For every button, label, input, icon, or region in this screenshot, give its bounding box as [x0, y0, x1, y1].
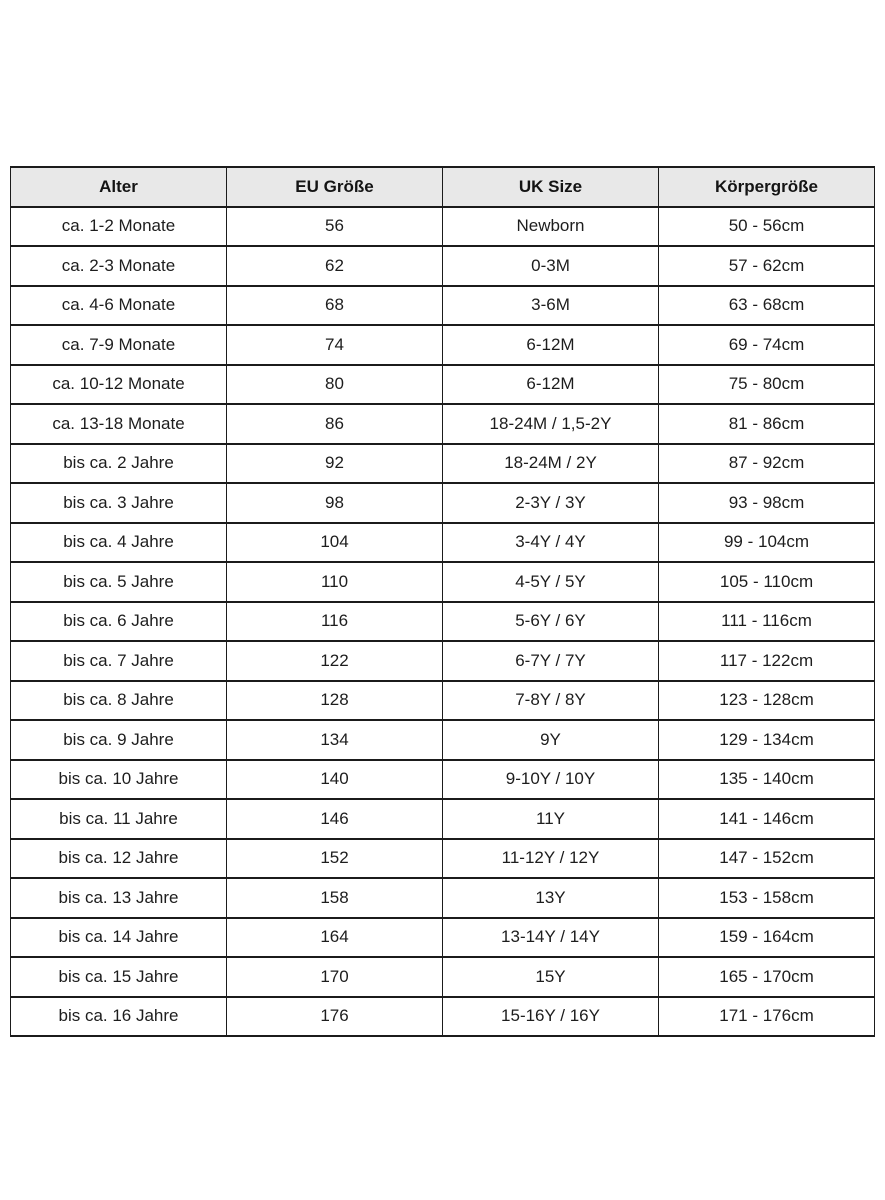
cell: bis ca. 10 Jahre: [11, 760, 227, 800]
cell: 11Y: [443, 799, 659, 839]
cell: 104: [227, 523, 443, 563]
cell: bis ca. 6 Jahre: [11, 602, 227, 642]
cell: 5-6Y / 6Y: [443, 602, 659, 642]
cell: 123 - 128cm: [659, 681, 875, 721]
cell: 74: [227, 325, 443, 365]
column-header-alter: Alter: [11, 167, 227, 207]
cell: 147 - 152cm: [659, 839, 875, 879]
cell: 0-3M: [443, 246, 659, 286]
cell: 75 - 80cm: [659, 365, 875, 405]
cell: 92: [227, 444, 443, 484]
cell: 6-12M: [443, 325, 659, 365]
cell: 141 - 146cm: [659, 799, 875, 839]
table-row: [11, 641, 875, 681]
cell: 159 - 164cm: [659, 918, 875, 958]
cell: ca. 13-18 Monate: [11, 404, 227, 444]
cell: 129 - 134cm: [659, 720, 875, 760]
cell: bis ca. 8 Jahre: [11, 681, 227, 721]
cell: 69 - 74cm: [659, 325, 875, 365]
cell: 57 - 62cm: [659, 246, 875, 286]
cell: 105 - 110cm: [659, 562, 875, 602]
cell: Newborn: [443, 207, 659, 247]
table-header: [11, 167, 875, 207]
cell: 81 - 86cm: [659, 404, 875, 444]
cell: bis ca. 11 Jahre: [11, 799, 227, 839]
header-row: [11, 167, 875, 207]
cell: 80: [227, 365, 443, 405]
table-row: [11, 365, 875, 405]
cell: 128: [227, 681, 443, 721]
cell: 99 - 104cm: [659, 523, 875, 563]
table-row: [11, 918, 875, 958]
cell: bis ca. 16 Jahre: [11, 997, 227, 1037]
table-row: [11, 246, 875, 286]
table-row: [11, 839, 875, 879]
table-row: [11, 997, 875, 1037]
cell: 13Y: [443, 878, 659, 918]
cell: 2-3Y / 3Y: [443, 483, 659, 523]
cell: bis ca. 9 Jahre: [11, 720, 227, 760]
table-body: [11, 207, 875, 1037]
cell: 122: [227, 641, 443, 681]
table-row: [11, 444, 875, 484]
cell: 11-12Y / 12Y: [443, 839, 659, 879]
cell: 110: [227, 562, 443, 602]
cell: bis ca. 15 Jahre: [11, 957, 227, 997]
cell: 18-24M / 1,5-2Y: [443, 404, 659, 444]
cell: 158: [227, 878, 443, 918]
cell: 50 - 56cm: [659, 207, 875, 247]
cell: 9-10Y / 10Y: [443, 760, 659, 800]
cell: 98: [227, 483, 443, 523]
cell: 18-24M / 2Y: [443, 444, 659, 484]
table-row: [11, 523, 875, 563]
column-header-uk-size: UK Size: [443, 167, 659, 207]
cell: 117 - 122cm: [659, 641, 875, 681]
cell: 62: [227, 246, 443, 286]
cell: 93 - 98cm: [659, 483, 875, 523]
cell: 140: [227, 760, 443, 800]
cell: 7-8Y / 8Y: [443, 681, 659, 721]
cell: ca. 1-2 Monate: [11, 207, 227, 247]
table-row: [11, 681, 875, 721]
cell: 13-14Y / 14Y: [443, 918, 659, 958]
cell: 116: [227, 602, 443, 642]
cell: 152: [227, 839, 443, 879]
cell: bis ca. 13 Jahre: [11, 878, 227, 918]
cell: bis ca. 7 Jahre: [11, 641, 227, 681]
cell: 3-4Y / 4Y: [443, 523, 659, 563]
cell: bis ca. 2 Jahre: [11, 444, 227, 484]
cell: bis ca. 3 Jahre: [11, 483, 227, 523]
cell: 15-16Y / 16Y: [443, 997, 659, 1037]
table-row: [11, 760, 875, 800]
cell: 87 - 92cm: [659, 444, 875, 484]
table-row: [11, 720, 875, 760]
table-row: [11, 878, 875, 918]
cell: 3-6M: [443, 286, 659, 326]
cell: bis ca. 5 Jahre: [11, 562, 227, 602]
cell: 9Y: [443, 720, 659, 760]
cell: 135 - 140cm: [659, 760, 875, 800]
cell: ca. 10-12 Monate: [11, 365, 227, 405]
cell: bis ca. 14 Jahre: [11, 918, 227, 958]
cell: 56: [227, 207, 443, 247]
table-row: [11, 562, 875, 602]
table-row: [11, 602, 875, 642]
table-row: [11, 286, 875, 326]
cell: ca. 4-6 Monate: [11, 286, 227, 326]
cell: 164: [227, 918, 443, 958]
cell: ca. 7-9 Monate: [11, 325, 227, 365]
cell: 15Y: [443, 957, 659, 997]
column-header-koerpergroesse: Körpergröße: [659, 167, 875, 207]
cell: 165 - 170cm: [659, 957, 875, 997]
table-row: [11, 404, 875, 444]
table-row: [11, 957, 875, 997]
cell: 134: [227, 720, 443, 760]
cell: 63 - 68cm: [659, 286, 875, 326]
cell: bis ca. 12 Jahre: [11, 839, 227, 879]
cell: 4-5Y / 5Y: [443, 562, 659, 602]
cell: 6-12M: [443, 365, 659, 405]
table-row: [11, 207, 875, 247]
cell: 176: [227, 997, 443, 1037]
cell: ca. 2-3 Monate: [11, 246, 227, 286]
cell: 68: [227, 286, 443, 326]
cell: 111 - 116cm: [659, 602, 875, 642]
cell: 171 - 176cm: [659, 997, 875, 1037]
cell: 146: [227, 799, 443, 839]
table-row: [11, 799, 875, 839]
size-chart-table: [10, 166, 875, 1037]
table-row: [11, 483, 875, 523]
cell: 6-7Y / 7Y: [443, 641, 659, 681]
cell: 86: [227, 404, 443, 444]
cell: 170: [227, 957, 443, 997]
cell: 153 - 158cm: [659, 878, 875, 918]
table-row: [11, 325, 875, 365]
column-header-eu-groesse: EU Größe: [227, 167, 443, 207]
cell: bis ca. 4 Jahre: [11, 523, 227, 563]
